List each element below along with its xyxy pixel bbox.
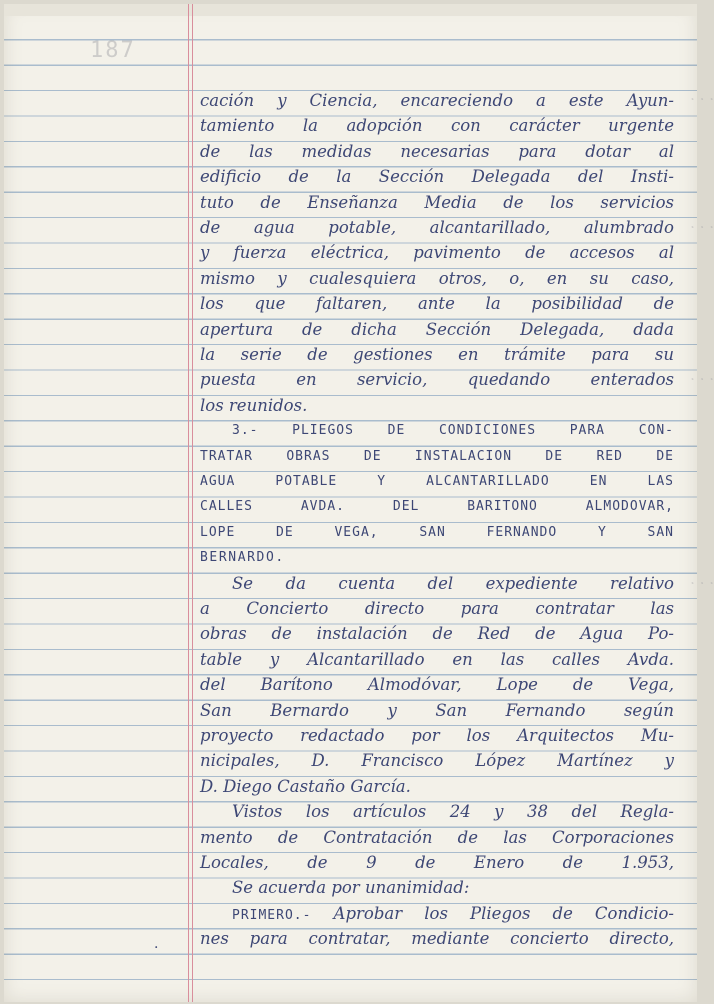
- text-line: table y Alcantarillado en las calles Avda.: [200, 649, 674, 669]
- text-line: Vistos los artículos 24 y 38 del Regla-: [232, 802, 674, 822]
- text-line: del Barítono Almodóvar, Lope de Vega,: [200, 675, 674, 695]
- resolution-line: Se acuerda por unanimidad:: [232, 878, 470, 898]
- text-line: nicipales, D. Francisco López Martínez y: [200, 751, 674, 771]
- text-line: tuto de Enseñanza Media de los servicios: [200, 192, 674, 212]
- section-heading-line: TRATAR OBRAS DE INSTALACION DE RED DE: [200, 448, 674, 464]
- text-line: D. Diego Castaño García.: [200, 776, 411, 796]
- text-line: obras de instalación de Red de Agua Po-: [200, 624, 674, 644]
- resolution-text: Aprobar los Pliegos de Condicio-: [311, 903, 674, 923]
- text-line: de agua potable, alcantarillado, alumbrado: [200, 218, 674, 237]
- text-line: nes para contratar, mediante concierto directo,: [200, 929, 674, 949]
- text-line: los reunidos.: [200, 395, 308, 415]
- text-line: de las medidas necesarias para dotar al: [200, 141, 674, 161]
- text-line: los que faltaren, ante la posibilidad de: [200, 294, 674, 314]
- resolution-label: PRIMERO.-: [232, 907, 312, 923]
- text-line: mento de Contratación de las Corporaciones: [200, 827, 674, 847]
- page-top-edge: [4, 4, 697, 16]
- text-line: proyecto redactado por los Arquitectos Mu-: [200, 726, 674, 745]
- section-heading-line: BERNARDO.: [200, 550, 285, 566]
- section-heading-line: LOPE DE VEGA, SAN FERNANDO Y SAN: [200, 524, 674, 540]
- ink-mark: ·: [154, 940, 159, 956]
- text-line: Locales, de 9 de Enero de 1.953,: [200, 853, 674, 872]
- bleed-through: · · ·: [690, 574, 714, 592]
- text-line: Se da cuenta del expediente relativo: [232, 573, 674, 593]
- bleed-through: · · ·: [690, 218, 714, 236]
- text-line: mismo y cualesquiera otros, o, en su caso,: [200, 268, 674, 288]
- text-line: edificio de la Sección Delegada del Insti-: [200, 167, 674, 187]
- text-line: y fuerza eléctrica, pavimento de accesos al: [200, 243, 674, 263]
- bleed-through: · · ·: [690, 370, 714, 388]
- section-heading-line: 3.- PLIEGOS DE CONDICIONES PARA CON-: [232, 423, 674, 439]
- text-line: a Concierto directo para contratar las: [200, 599, 674, 618]
- resolution-first-line: [200, 901, 674, 926]
- margin-rule: [188, 4, 189, 1002]
- margin-rule: [192, 4, 193, 1002]
- text-line: tamiento la adopción con carácter urgente: [200, 116, 674, 136]
- text-line: apertura de dicha Sección Delegada, dada: [200, 319, 674, 339]
- bleed-through: · · ·: [690, 90, 714, 108]
- section-heading-line: AGUA POTABLE Y ALCANTARILLADO EN LAS: [200, 474, 674, 489]
- ledger-page: [4, 4, 714, 1002]
- text-line: cación y Ciencia, encareciendo a este Ayun-: [200, 91, 674, 110]
- text-line: San Bernardo y San Fernando según: [200, 700, 674, 720]
- text-line: puesta en servicio, quedando enterados: [200, 370, 674, 390]
- text-line: la serie de gestiones en trámite para su: [200, 345, 674, 364]
- section-heading-line: CALLES AVDA. DEL BARITONO ALMODOVAR,: [200, 499, 674, 515]
- page-number: 187: [90, 38, 136, 63]
